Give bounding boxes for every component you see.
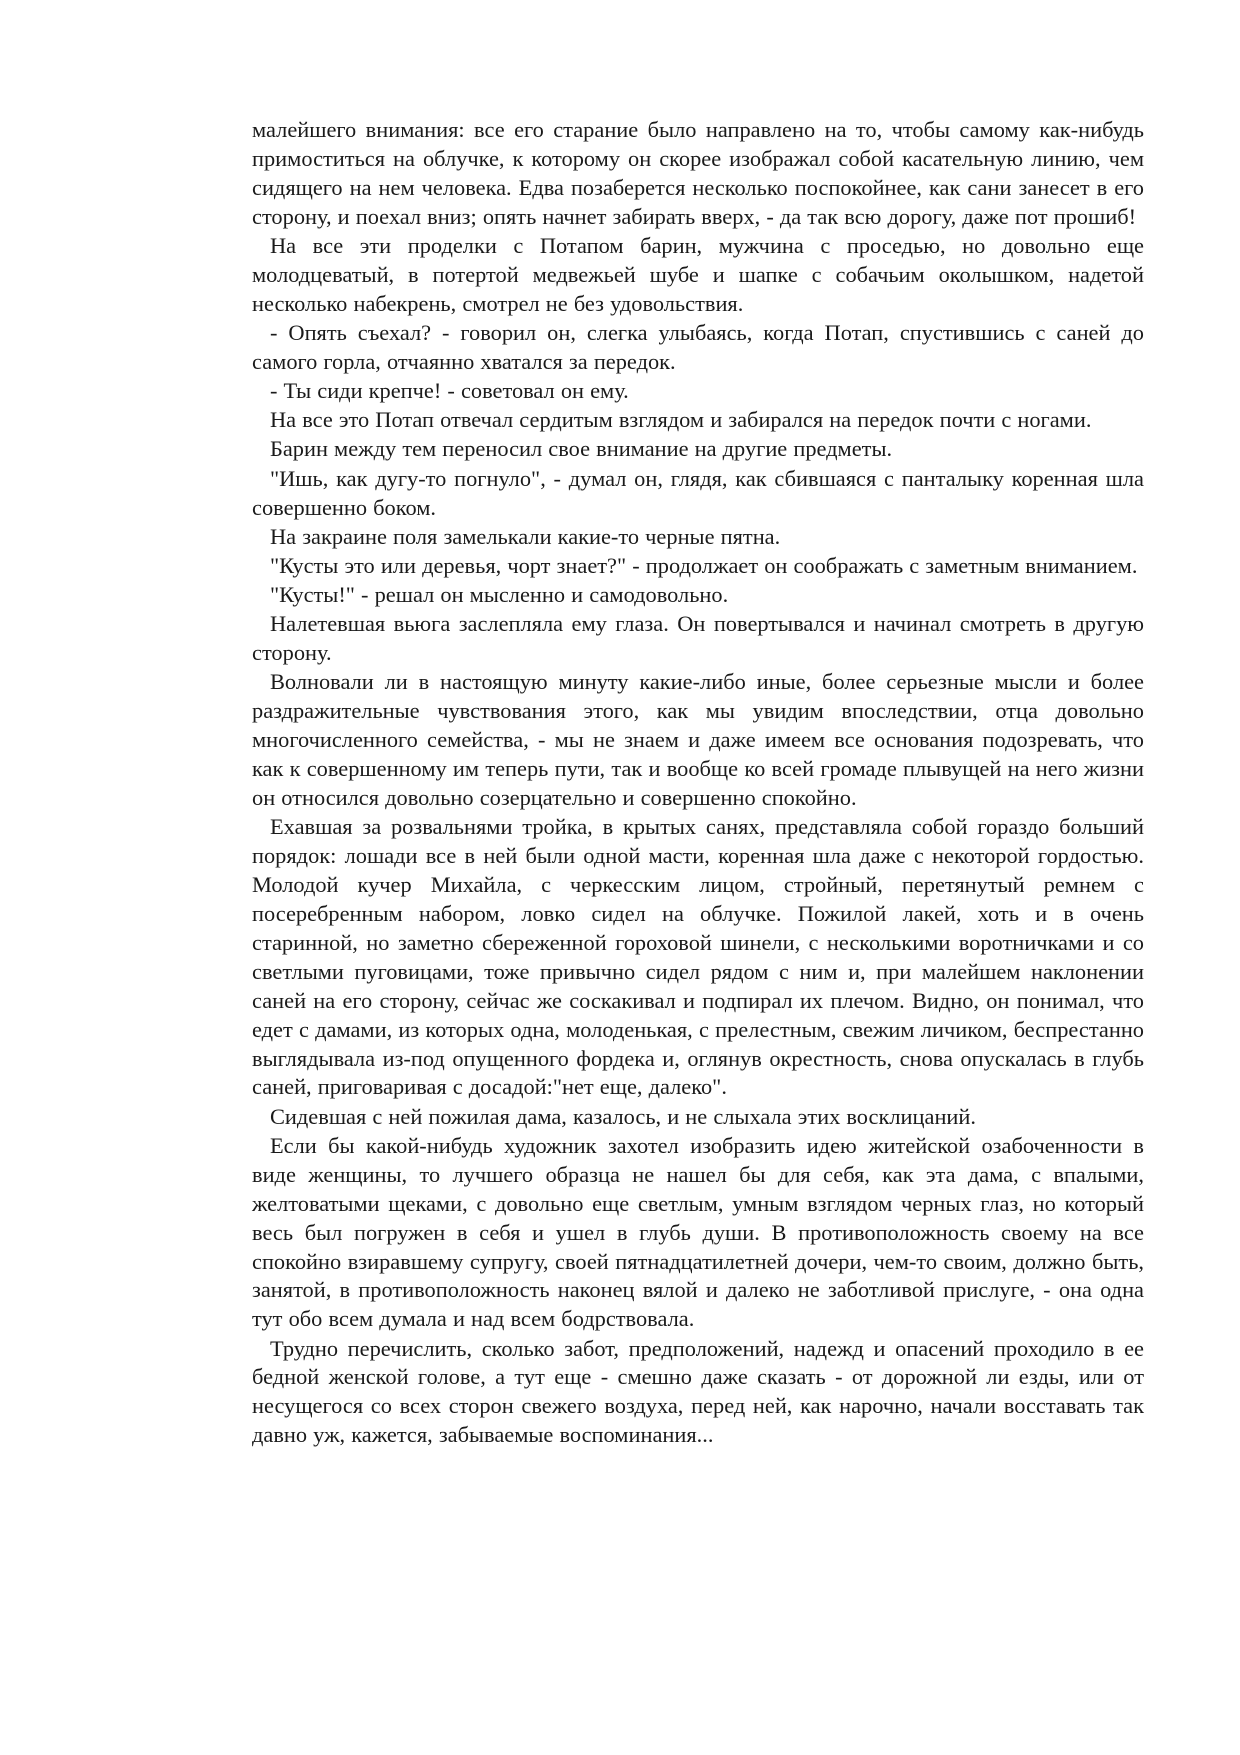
paragraph: На все это Потап отвечал сердитым взглядом и забирался на передок почти с ногами.: [270, 407, 1092, 433]
paragraph: На закраине поля замелькали какие-то черные пятна.: [270, 523, 781, 549]
paragraph: малейшего внимания: все его старание было направлено на то, чтобы самому как-нибудь примоститься на облучке, к которому он скорее изображал собой касательную линию, чем сидящего на нем человека. Едва позаберется несколько поспокойнее, как сани занесет в его сторону, и поехал вниз; опять начнет забирать вверх, - да так всю дорогу, даже пот прошиб!: [252, 117, 1144, 229]
paragraph: "Кусты!" - решал он мысленно и самодовольно.: [270, 582, 729, 608]
paragraph: Барин между тем переносил свое внимание на другие предметы.: [270, 436, 893, 462]
paragraph: "Ишь, как дугу-то погнуло", - думал он, глядя, как сбившаяся с панталыку коренная шла совершенно боком.: [252, 465, 1144, 520]
paragraph: Сидевшая с ней пожилая дама, казалось, и не слыхала этих восклицаний.: [270, 1103, 976, 1129]
document-page: [252, 116, 1144, 1450]
paragraph: Налетевшая вьюга заслепляла ему глаза. Он повертывался и начинал смотреть в другую сторону.: [252, 611, 1144, 666]
paragraph: Волновали ли в настоящую минуту какие-либо иные, более серьезные мысли и более раздражительные чувствования этого, как мы увидим впоследствии, отца довольно многочисленного семейства, - мы не знаем и даже имеем все основания подозревать, что как к совершенному им теперь пути, так и вообще ко всей громаде плывущей на него жизни он относился довольно созерцательно и совершенно спокойно.: [252, 669, 1144, 811]
paragraph: "Кусты это или деревья, чорт знает?" - продолжает он соображать с заметным вниманием.: [270, 552, 1138, 578]
paragraph: Ехавшая за розвальнями тройка, в крытых санях, представляла собой гораздо больший порядок: лошади все в ней были одной масти, коренная шла даже с некоторой гордостью. Молодой кучер Михайла, с черкесским лицом, стройный, перетянутый ремнем с посеребренным набором, ловко сидел на облучке. Пожилой лакей, хоть и в очень старинной, но заметно сбереженной гороховой шинели, с несколькими воротничками и со светлыми пуговицами, тоже привычно сидел рядом с ним и, при малейшем наклонении саней на его сторону, сейчас же соскакивал и подпирал их плечом. Видно, он понимал, что едет с дамами, из которых одна, молоденькая, с прелестным, свежим личиком, беспрестанно выглядывала из-под опущенного фордека и, оглянув окрестность, снова опускалась в глубь саней, приговаривая с досадой:"нет еще, далеко".: [252, 814, 1144, 1100]
paragraph: - Ты сиди крепче! - советовал он ему.: [270, 378, 629, 404]
paragraph: - Опять съехал? - говорил он, слегка улыбаясь, когда Потап, спустившись с саней до самого горла, отчаянно хватался за передок.: [252, 319, 1144, 374]
paragraph: Трудно перечислить, сколько забот, предположений, надежд и опасений проходило в ее бедной женской голове, а тут еще - смешно даже сказать - от дорожной ли езды, или от несущегося со всех сторон свежего воздуха, перед ней, как нарочно, начали восставать так давно уж, кажется, забываемые воспоминания...: [252, 1335, 1144, 1448]
paragraph: На все эти проделки с Потапом барин, мужчина с проседью, но довольно еще молодцеватый, в потертой медвежьей шубе и шапке с собачьим околышком, надетой несколько набекрень, смотрел не без удовольствия.: [252, 232, 1144, 316]
paragraph: Если бы какой-нибудь художник захотел изобразить идею житейской озабоченности в виде женщины, то лучшего образца не нашел бы для себя, как эта дама, с впалыми, желтоватыми щеками, с довольно еще светлым, умным взглядом черных глаз, но который весь был погружен в себя и ушел в глубь души. В противоположность своему на все спокойно взиравшему супругу, своей пятнадцатилетней дочери, чем-то своим, должно быть, занятой, в противоположность наконец вялой и далеко не заботливой прислуге, - она одна тут обо всем думала и над всем бодрствовала.: [252, 1132, 1144, 1332]
